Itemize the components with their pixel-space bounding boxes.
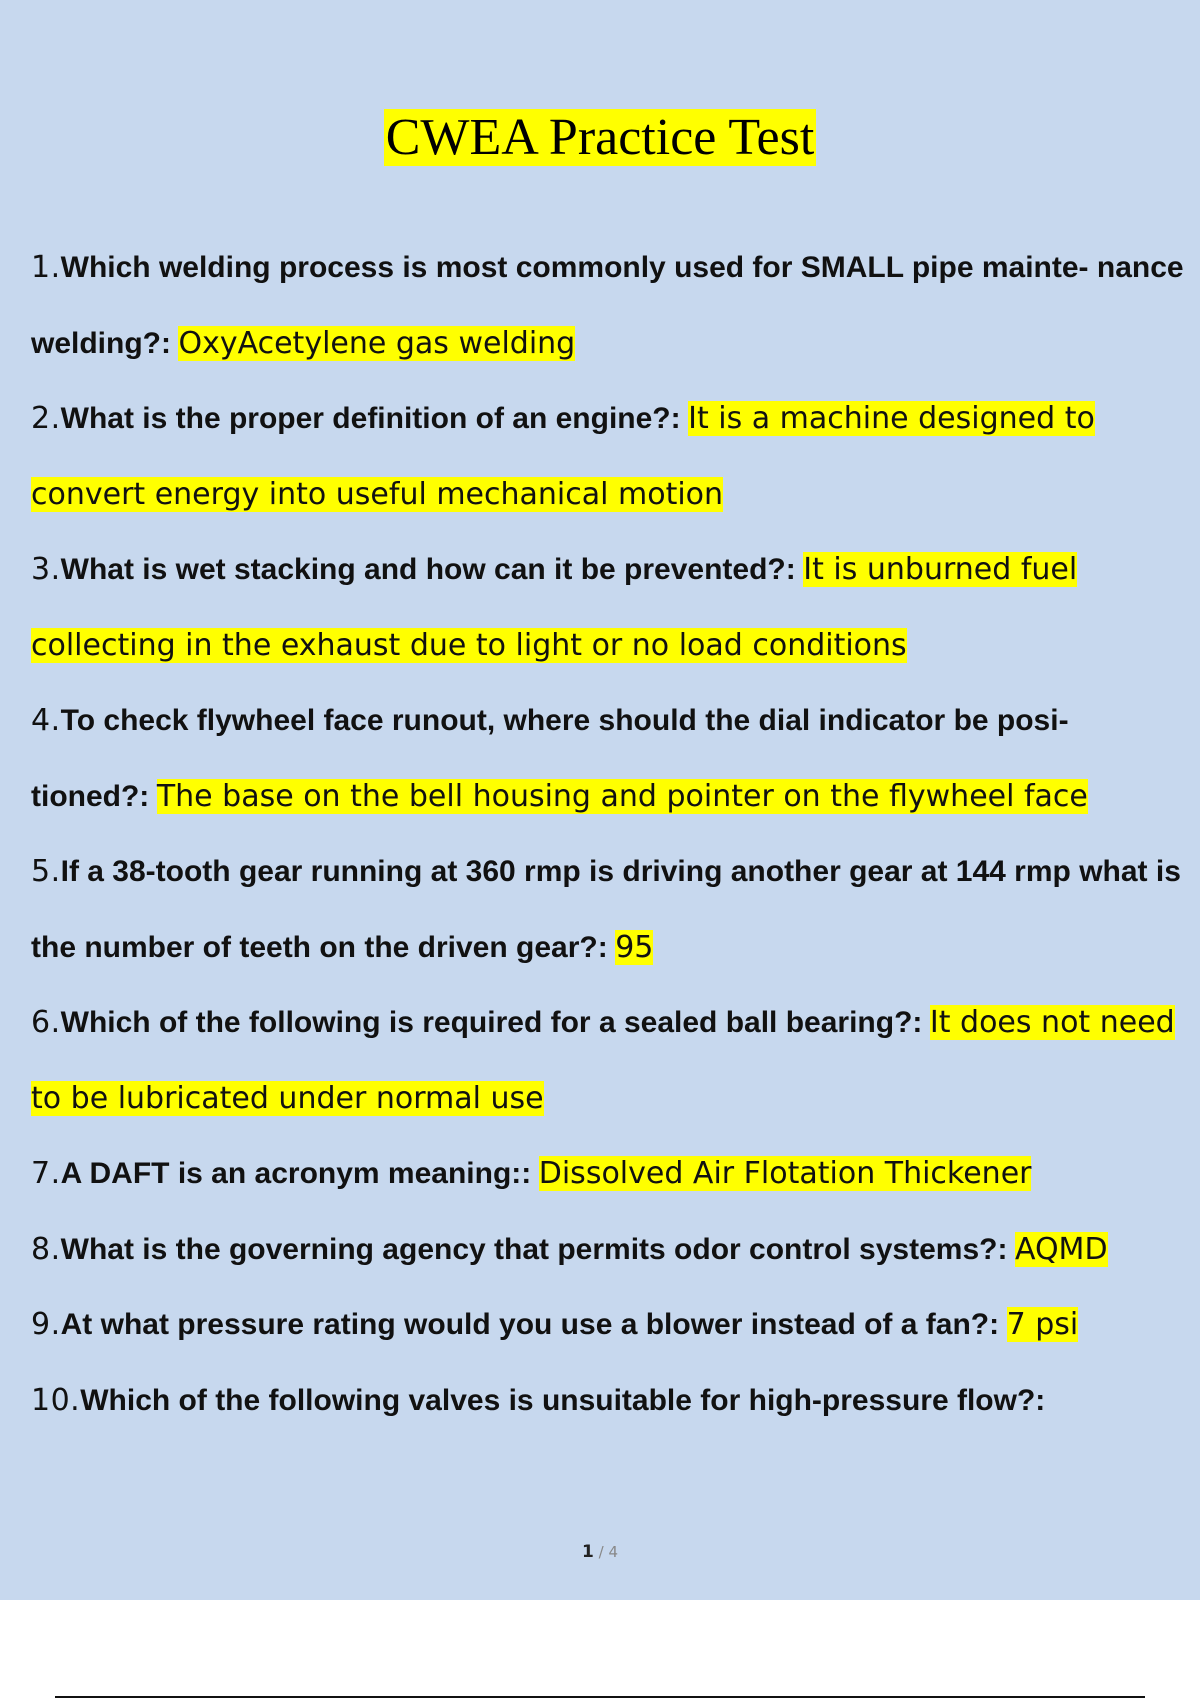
answer-highlight: 7 psi: [1006, 1307, 1079, 1342]
question-text: Which of the following valves is unsuitable for high-pressure flow?:: [80, 1383, 1046, 1417]
answer-highlight: Dissolved Air Flotation Thickener: [538, 1156, 1032, 1191]
question-text: What is the governing agency that permits odor control systems?:: [60, 1232, 1008, 1266]
question-text: What is wet stacking and how can it be prevented?:: [60, 553, 796, 586]
question-number: 8.: [31, 1231, 61, 1267]
question-text: At what pressure rating would you use a blower instead of a fan?:: [60, 1308, 1000, 1341]
document-title: [0, 106, 1200, 170]
question-item: [31, 532, 1191, 683]
question-text: If a 38-tooth gear running at 360 rmp is driving another gear at 144 rmp what is the number of teeth on the driven gear?:: [31, 855, 1181, 964]
question-item: [31, 230, 1191, 381]
question-item: [31, 1212, 1191, 1288]
question-text: What is the proper definition of an engine?:: [60, 402, 681, 435]
page-divider-line: [55, 1696, 1145, 1698]
question-text: To check flywheel face runout, where should the dial indicator be posi- tioned?:: [31, 704, 1069, 813]
question-text: A DAFT is an acronym meaning::: [60, 1157, 532, 1190]
question-number: 6.: [31, 1005, 61, 1040]
answer-highlight: It is unburned fuel collecting in the exhaust due to light or no load conditions: [31, 552, 1078, 663]
question-list: [31, 230, 1191, 1438]
question-item: [31, 834, 1191, 985]
question-text: Which welding process is most commonly used for SMALL pipe mainte- nance welding?:: [31, 251, 1184, 360]
question-text: Which of the following is required for a sealed ball bearing?:: [60, 1006, 923, 1039]
question-item: [31, 985, 1191, 1136]
question-number: 7.: [31, 1156, 61, 1191]
question-number: 1.: [31, 250, 61, 285]
question-item: [31, 1287, 1191, 1363]
question-number: 5.: [31, 854, 61, 889]
question-number: 10.: [31, 1382, 81, 1418]
question-item: [31, 381, 1191, 532]
question-number: 3.: [31, 552, 61, 587]
page-number-current: 1: [582, 1542, 594, 1562]
page-number-separator: /: [593, 1543, 609, 1561]
question-item: [31, 1363, 1191, 1439]
answer-highlight: The base on the bell housing and pointer on the flywheel face: [156, 778, 1088, 814]
question-number: 9.: [31, 1307, 61, 1342]
answer-highlight: AQMD: [1014, 1231, 1108, 1267]
page-number: [0, 1542, 1200, 1562]
question-number: 4.: [31, 703, 61, 738]
answer-highlight: It does not need to be lubricated under normal use: [31, 1005, 1175, 1116]
question-item: [31, 683, 1191, 834]
question-number: 2.: [31, 401, 61, 436]
answer-highlight: OxyAcetylene gas welding: [178, 325, 576, 361]
page-number-total: 4: [608, 1543, 618, 1561]
document-title-text: CWEA Practice Test: [385, 109, 815, 166]
answer-highlight: 95: [615, 929, 654, 965]
answer-highlight: It is a machine designed to convert energy into useful mechanical motion: [31, 401, 1095, 512]
question-item: [31, 1136, 1191, 1212]
